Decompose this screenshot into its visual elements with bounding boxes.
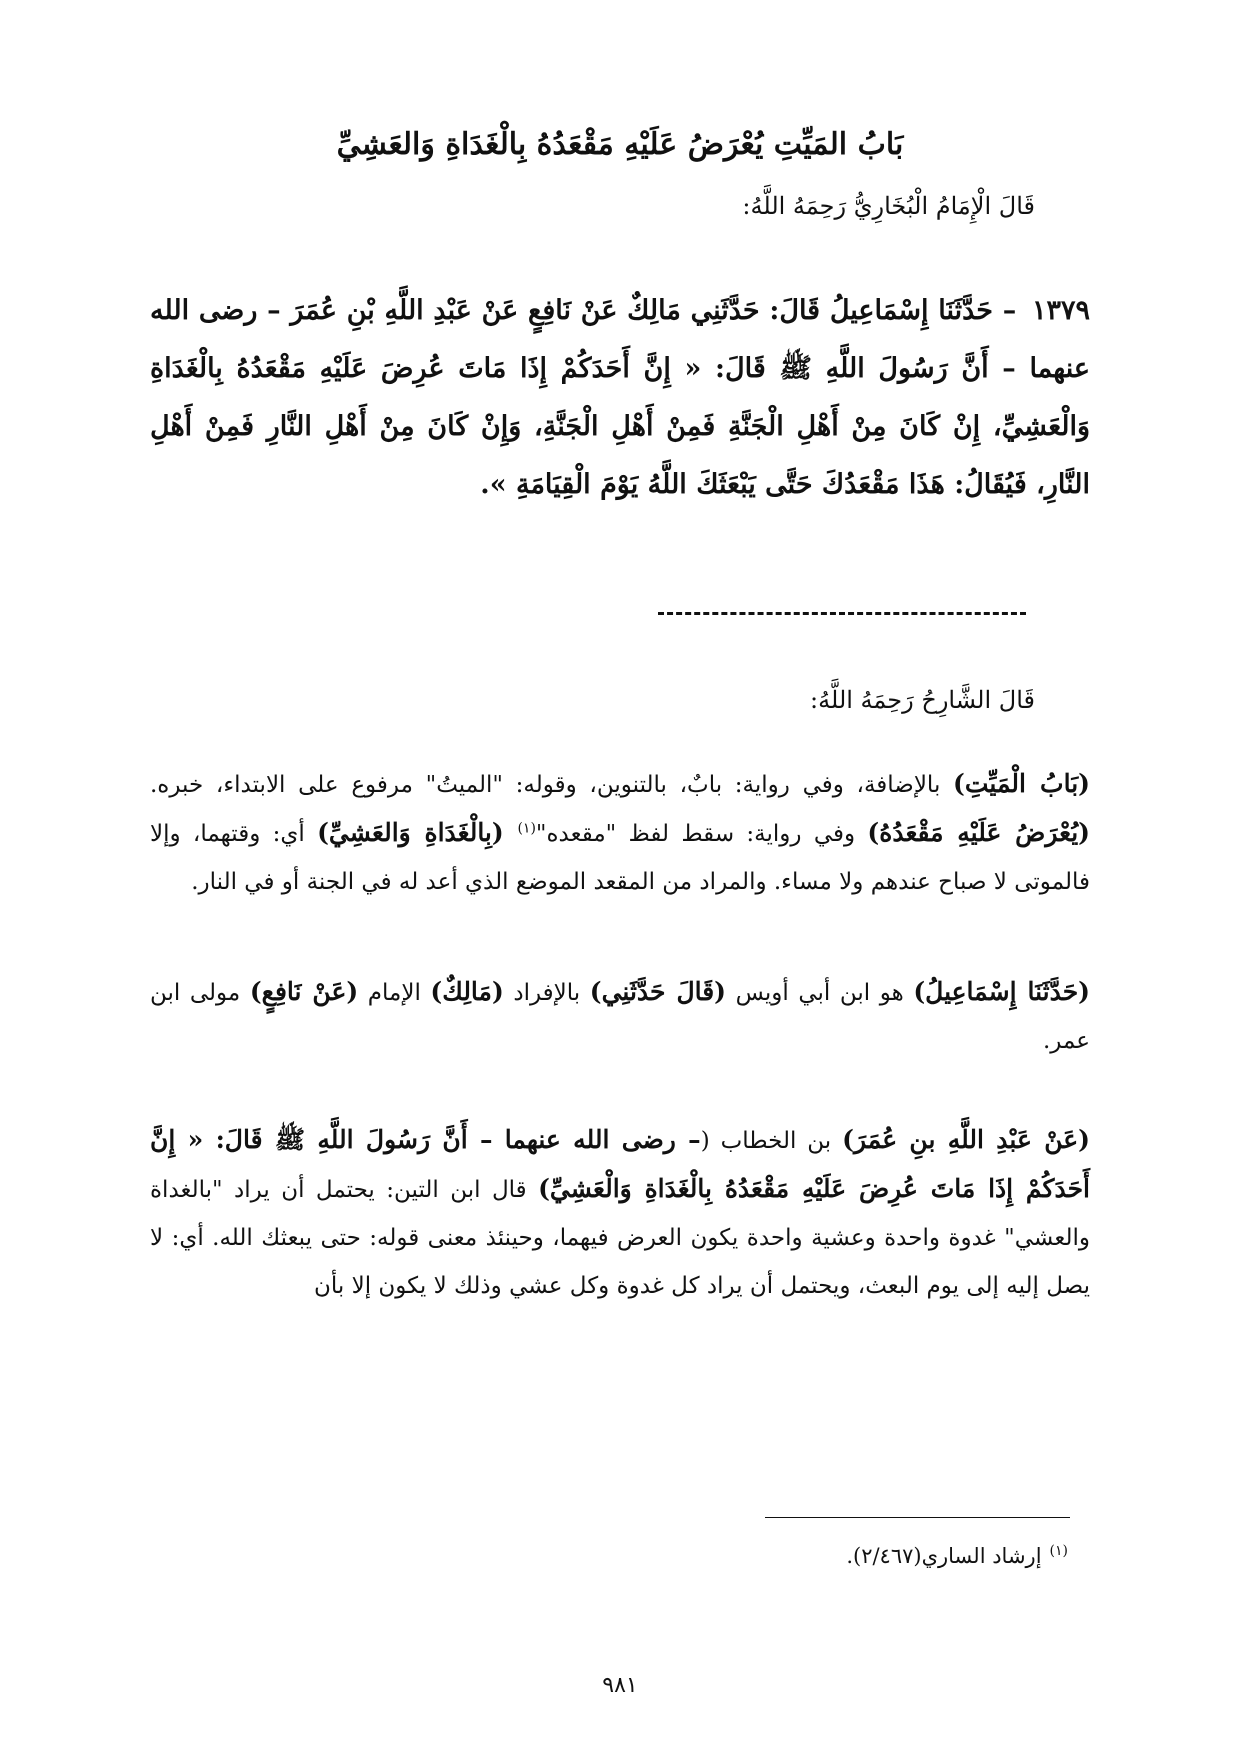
bold-term: (عَنْ نَافِعٍ) [249,977,359,1006]
footnote [468,1538,1068,1574]
hadith-number: ١٣٧٩ [1031,295,1090,326]
commentary-paragraph-2 [150,968,1090,1065]
bold-term: (بَابُ الْمَيِّتِ) [953,769,1090,798]
footnote-text: إرشاد الساري(٢/٤٦٧). [846,1544,1042,1568]
page-number: ٩٨١ [602,1673,638,1698]
bold-term: (يُعْرَضُ عَلَيْهِ مَقْعَدُهُ) [867,818,1091,847]
commentary-text: قال ابن التين: يحتمل أن يراد "بالغداة والعشي" غدوة واحدة وعشية واحدة يكون العرض فيهما، وحينئذ معنى قوله: حتى يبعثك الله. أي: لا يصل إليه إلى يوم البعث، ويحتمل أن يراد كل غدوة وكل عشي وذلك لا يكون إلا بأن [150,1177,1090,1299]
footnote-reference[interactable]: (١) [517,820,536,837]
commentary-paragraph-3 [150,1116,1090,1310]
bold-term: (بِالْغَدَاةِ وَالعَشِيِّ) [317,818,518,847]
commentary-text: بن الخطاب ( [700,1128,843,1154]
commentary-text: بالإضافة، وفي رواية: بابٌ، بالتنوين، وقوله: "الميتُ" مرفوع على الابتداء، خبره. [150,772,954,798]
commentary-text: وفي رواية: سقط لفظ "مقعده" [535,821,868,847]
commentary-text: مولى ابن عمر. [150,980,1090,1054]
commentary-text: أي: وقتهما، وإلا فالموتى لا صباح عندهم ولا مساء. والمراد من المقعد الموضع الذي أعد له في الجنة أو في النار. [150,821,1090,895]
bold-term: (مَالِكٌ) [430,977,504,1006]
bold-term: (حَدَّثَنَا إِسْمَاعِيلُ) [913,977,1090,1006]
bold-term: (قَالَ حَدَّثَنِي) [589,977,727,1006]
chapter-title: بَابُ المَيِّتِ يُعْرَضُ عَلَيْهِ مَقْعَدُهُ بِالْغَدَاةِ وَالعَشِيِّ [336,127,904,162]
footnote-marker: (١) [1049,1543,1068,1559]
footnote-rule [765,1517,1070,1518]
commentary-text: هو ابن أبي أويس [726,980,914,1006]
commentary-text: بالإفراد [503,980,590,1006]
attribution-commentator: قَالَ الشَّارِحُ رَحِمَهُ اللَّهُ: [810,686,1035,714]
section-divider [658,612,1026,615]
bold-term: (عَنْ عَبْدِ اللَّهِ بنِ عُمَرَ) [842,1125,1090,1154]
bold-term: – رضى الله عنهما – أَنَّ رَسُولَ اللَّهِ ﷺ قَالَ: « إِنَّ أَحَدَكُمْ إِذَا مَاتَ عُرِضَ عَلَيْهِ مَقْعَدُهُ بِالْغَدَاةِ وَالْعَشِيِّ) [150,1125,1090,1203]
hadith-text [150,282,1090,514]
commentary-text: الإمام [358,980,431,1006]
hadith-body: – حَدَّثَنَا إِسْمَاعِيلُ قَالَ: حَدَّثَنِي مَالِكٌ عَنْ نَافِعٍ عَنْ عَبْدِ اللَّهِ بْنِ عُمَرَ – رضى الله عنهما – أَنَّ رَسُولَ اللَّهِ ﷺ قَالَ: « إِنَّ أَحَدَكُمْ إِذَا مَاتَ عُرِضَ عَلَيْهِ مَقْعَدُهُ بِالْغَدَاةِ وَالْعَشِيِّ، إِنْ كَانَ مِنْ أَهْلِ الْجَنَّةِ فَمِنْ أَهْلِ الْجَنَّةِ، وَإِنْ كَانَ مِنْ أَهْلِ النَّارِ فَمِنْ أَهْلِ النَّارِ، فَيُقَالُ: هَذَا مَقْعَدُكَ حَتَّى يَبْعَثَكَ اللَّهُ يَوْمَ الْقِيَامَةِ ». [150,295,1090,500]
commentary-paragraph-1 [150,760,1090,906]
attribution-bukhari: قَالَ الْإِمَامُ الْبُخَارِيُّ رَحِمَهُ اللَّهُ: [742,192,1035,220]
